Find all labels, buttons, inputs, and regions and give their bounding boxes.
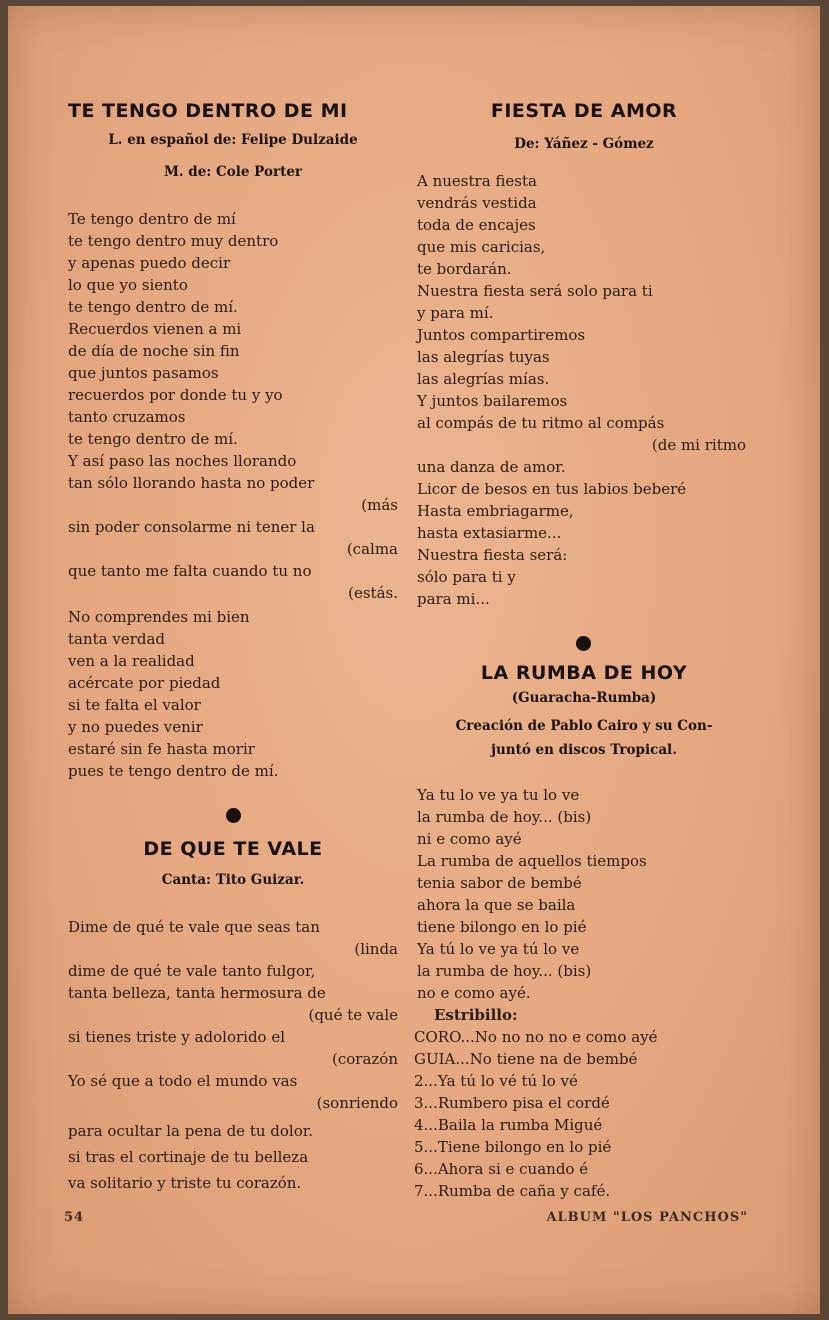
lyric-line: Y así paso las noches llorando <box>68 452 297 470</box>
lyric-line: ven a la realidad <box>68 652 195 670</box>
lyric-line: tanto cruzamos <box>68 408 186 426</box>
lyric-line: estaré sin fe hasta morir <box>68 740 255 758</box>
lyric-line: si tras el cortinaje de tu belleza <box>68 1148 309 1166</box>
song-credit-lyrics: L. en español de: Felipe Dulzaide <box>108 132 358 148</box>
lyric-continuation: (más <box>361 496 398 514</box>
lyric-line: CORO...No no no no e como ayé <box>414 1028 658 1046</box>
lyric-line: que tanto me falta cuando tu no <box>68 562 312 580</box>
lyric-line: Te tengo dentro de mí <box>68 210 236 228</box>
lyric-line: 5...Tiene bilongo en lo pié <box>414 1138 612 1156</box>
lyric-line: tanta belleza, tanta hermosura de <box>68 984 326 1002</box>
lyric-line: Y juntos bailaremos <box>417 392 568 410</box>
lyric-line: las alegrías tuyas <box>417 348 550 366</box>
song-credit-music: M. de: Cole Porter <box>163 164 303 180</box>
lyric-line: hasta extasiarme... <box>417 524 562 542</box>
lyric-line: pues te tengo dentro de mí. <box>68 762 279 780</box>
lyric-line: Nuestra fiesta será: <box>417 546 568 564</box>
lyric-line: lo que yo siento <box>68 276 188 294</box>
lyric-line: No comprendes mi bien <box>68 608 250 626</box>
lyric-line: GUIA...No tiene na de bembé <box>414 1050 638 1068</box>
lyric-line: A nuestra fiesta <box>417 172 537 190</box>
song-title: TE TENGO DENTRO DE MI <box>68 100 348 122</box>
song-credit-creator: Creación de Pablo Cairo y su Con- <box>455 718 713 734</box>
song-title: DE QUE TE VALE <box>143 838 323 860</box>
song-credit-recording: juntó en discos Tropical. <box>491 742 677 758</box>
lyric-line: La rumba de aquellos tiempos <box>417 852 647 870</box>
lyric-line: Ya tu lo ve ya tu lo ve <box>417 786 580 804</box>
songbook-page <box>8 6 820 1314</box>
lyric-line: Yo sé que a todo el mundo vas <box>68 1072 298 1090</box>
lyric-line: 2...Ya tú lo vé tú lo vé <box>414 1072 578 1090</box>
song-genre: (Guaracha-Rumba) <box>511 690 657 706</box>
lyric-line: Nuestra fiesta será solo para ti <box>417 282 653 300</box>
lyric-continuation: (linda <box>354 940 398 958</box>
lyric-line: al compás de tu ritmo al compás <box>417 414 665 432</box>
lyric-continuation: (estás. <box>348 584 398 602</box>
lyric-line: acércate por piedad <box>68 674 221 692</box>
lyric-line: tenia sabor de bembé <box>417 874 582 892</box>
song-title: FIESTA DE AMOR <box>490 100 678 122</box>
lyric-line: Recuerdos vienen a mi <box>68 320 242 338</box>
lyric-continuation: (calma <box>346 540 398 558</box>
lyric-line: para mi... <box>417 590 490 608</box>
lyric-line: sólo para ti y <box>417 568 516 586</box>
lyric-line: la rumba de hoy... (bis) <box>417 808 592 826</box>
lyric-continuation: (de mi ritmo <box>651 436 746 454</box>
chorus-heading: Estribillo: <box>434 1006 518 1024</box>
section-bullet-icon <box>226 808 241 823</box>
lyric-line: ni e como ayé <box>417 830 522 848</box>
lyric-line: dime de qué te vale tanto fulgor, <box>68 962 316 980</box>
song-title: LA RUMBA DE HOY <box>480 662 688 684</box>
lyric-line: 4...Baila la rumba Migué <box>414 1116 603 1134</box>
lyric-line: si tienes triste y adolorido el <box>68 1028 286 1046</box>
lyric-line: y no puedes venir <box>68 718 203 736</box>
lyric-line: te tengo dentro de mí. <box>68 298 238 316</box>
lyric-line: la rumba de hoy... (bis) <box>417 962 592 980</box>
lyric-line: para ocultar la pena de tu dolor. <box>68 1122 314 1140</box>
lyric-line: sin poder consolarme ni tener la <box>68 518 315 536</box>
song-credit-singer: Canta: Tito Guizar. <box>161 872 305 888</box>
lyric-line: 6...Ahora si e cuando é <box>414 1160 589 1178</box>
lyric-line: va solitario y triste tu corazón. <box>68 1174 302 1192</box>
lyric-line: que juntos pasamos <box>68 364 219 382</box>
lyric-line: recuerdos por donde tu y yo <box>68 386 283 404</box>
lyric-line: vendrás vestida <box>417 194 537 212</box>
lyric-line: Juntos compartiremos <box>417 326 586 344</box>
lyric-line: de día de noche sin fin <box>68 342 240 360</box>
lyric-line: te tengo dentro muy dentro <box>68 232 279 250</box>
lyric-line: Licor de besos en tus labios beberé <box>417 480 687 498</box>
lyric-line: y apenas puedo decir <box>68 254 231 272</box>
lyric-line: te bordarán. <box>417 260 512 278</box>
lyric-line: 7...Rumba de caña y café. <box>414 1182 611 1200</box>
lyric-line: las alegrías mías. <box>417 370 550 388</box>
lyric-line: una danza de amor. <box>417 458 566 476</box>
lyric-line: Ya tú lo ve ya tú lo ve <box>417 940 580 958</box>
lyric-continuation: (sonriendo <box>316 1094 398 1112</box>
lyric-line: no e como ayé. <box>417 984 531 1002</box>
lyric-line: tiene bilongo en lo pié <box>417 918 587 936</box>
section-bullet-icon <box>576 636 591 651</box>
lyric-line: ahora la que se baila <box>417 896 576 914</box>
lyric-line: y para mí. <box>417 304 494 322</box>
lyric-line: tan sólo llorando hasta no poder <box>68 474 315 492</box>
lyric-line: tanta verdad <box>68 630 166 648</box>
lyric-line: te tengo dentro de mí. <box>68 430 238 448</box>
lyric-line: Hasta embriagarme, <box>417 502 574 520</box>
lyric-line: si te falta el valor <box>68 696 201 714</box>
song-credit-authors: De: Yáñez - Gómez <box>514 136 654 152</box>
album-footer: ALBUM "LOS PANCHOS" <box>546 1210 748 1225</box>
lyric-line: toda de encajes <box>417 216 536 234</box>
lyric-line: Dime de qué te vale que seas tan <box>68 918 320 936</box>
lyric-continuation: (qué te vale <box>308 1006 398 1024</box>
lyric-line: 3...Rumbero pisa el cordé <box>414 1094 610 1112</box>
lyric-continuation: (corazón <box>332 1050 398 1068</box>
lyric-line: que mis caricias, <box>417 238 546 256</box>
page-number: 54 <box>64 1210 85 1225</box>
